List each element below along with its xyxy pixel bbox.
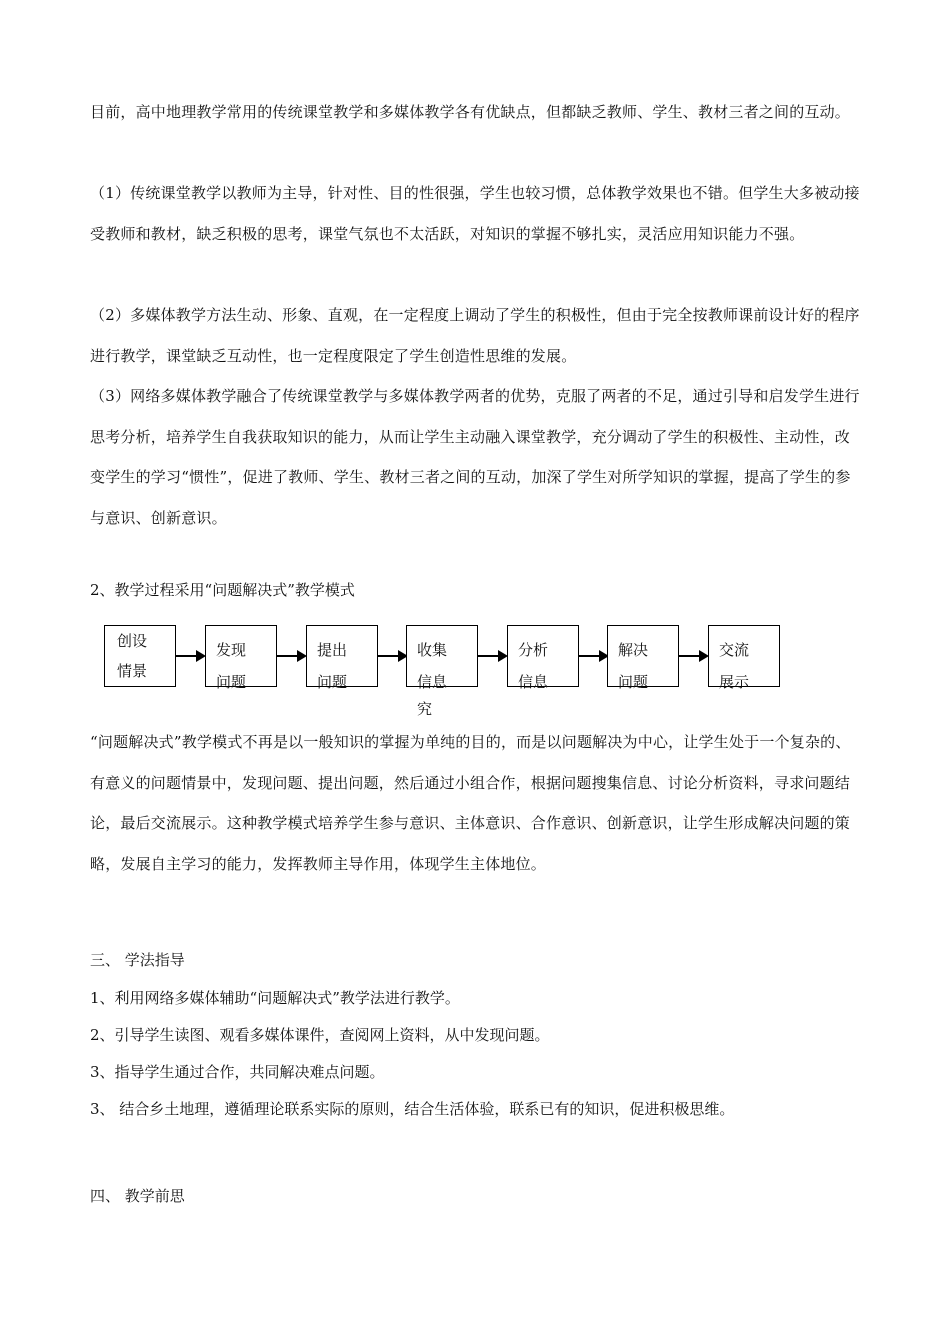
arrow-icon: [679, 655, 707, 657]
flow-step-label: 提出问题: [317, 641, 348, 691]
arrow-icon: [378, 655, 406, 657]
intro-paragraph: 目前，高中地理教学常用的传统课堂教学和多媒体教学各有优缺点，但都缺乏教师、学生、教材三者之间的互动。: [90, 103, 851, 121]
flow-step-label: 交流展示: [719, 641, 750, 691]
arrow-icon: [478, 655, 506, 657]
flow-diagram: [104, 625, 804, 725]
list-item: 3、 结合乡土地理，遵循理论联系实际的原则，结合生活体验，联系已有的知识，促进积极思维。: [90, 1100, 735, 1118]
traditional-teaching-paragraph: （1）传统课堂教学以教师为主导，针对性、目的性很强，学生也较习惯，总体教学效果也不错。但学生大多被动接受教师和教材，缺乏积极的思考，课堂气氛也不太活跃，对知识的掌握不够扎实，灵活应用知识能力不强。: [90, 184, 860, 243]
flow-step-6: [607, 625, 679, 691]
flow-step-label: 发现问题: [216, 641, 247, 691]
flow-step-2: [205, 625, 277, 691]
problem-solving-paragraph: “问题解决式”教学模式不再是以一般知识的掌握为单纯的目的，而是以问题解决为中心，让学生处于一个复杂的、有意义的问题情景中，发现问题、提出问题，然后通过小组合作，根据问题搜集信息、讨论分析资料，寻求问题结论，最后交流展示。这种教学模式培养学生参与意识、主体意识、合作意识、创新意识，让学生形成解决问题的策略，发展自主学习的能力，发挥教师主导作用，体现学生主体地位。: [90, 733, 851, 873]
flow-step-4-overflow: 究: [417, 700, 433, 718]
flow-step-7: [708, 625, 780, 691]
list-item: 1、利用网络多媒体辅助“问题解决式”教学法进行教学。: [90, 989, 460, 1007]
flow-step-label: 收集信息: [417, 641, 448, 691]
flow-step-1: [104, 625, 176, 687]
flow-step-4: [406, 625, 478, 718]
network-multimedia-paragraph: （3）网络多媒体教学融合了传统课堂教学与多媒体教学两者的优势，克服了两者的不足，通过引导和启发学生进行思考分析，培养学生自我获取知识的能力，从而让学生主动融入课堂教学，充分调动了学生的积极性、主动性，改变学生的学习“惯性”，促进了教师、学生、教材三者之间的互动，加深了学生对所学知识的掌握，提高了学生的参与意识、创新意识。: [90, 387, 860, 527]
arrow-icon: [277, 655, 305, 657]
flow-step-label: 解决问题: [618, 641, 649, 691]
flow-step-3: [306, 625, 378, 691]
list-item: 2、引导学生读图、观看多媒体课件，查阅网上资料，从中发现问题。: [90, 1026, 550, 1044]
section-2-heading: 2、教学过程采用“问题解决式”教学模式: [90, 581, 355, 599]
list-item: 3、指导学生通过合作，共同解决难点问题。: [90, 1063, 385, 1081]
multimedia-teaching-paragraph: （2）多媒体教学方法生动、形象、直观，在一定程度上调动了学生的积极性，但由于完全按教师课前设计好的程序进行教学，课堂缺乏互动性，也一定程度限定了学生创造性思维的发展。: [90, 306, 860, 365]
arrow-icon: [176, 655, 204, 657]
flow-step-label: 创设情景: [117, 632, 148, 680]
flow-step-5: [507, 625, 579, 691]
flow-step-label: 分析信息: [518, 641, 549, 691]
arrow-icon: [579, 655, 607, 657]
section-3-heading: 三、 学法指导: [90, 951, 185, 969]
section-4-heading: 四、 教学前思: [90, 1187, 185, 1205]
